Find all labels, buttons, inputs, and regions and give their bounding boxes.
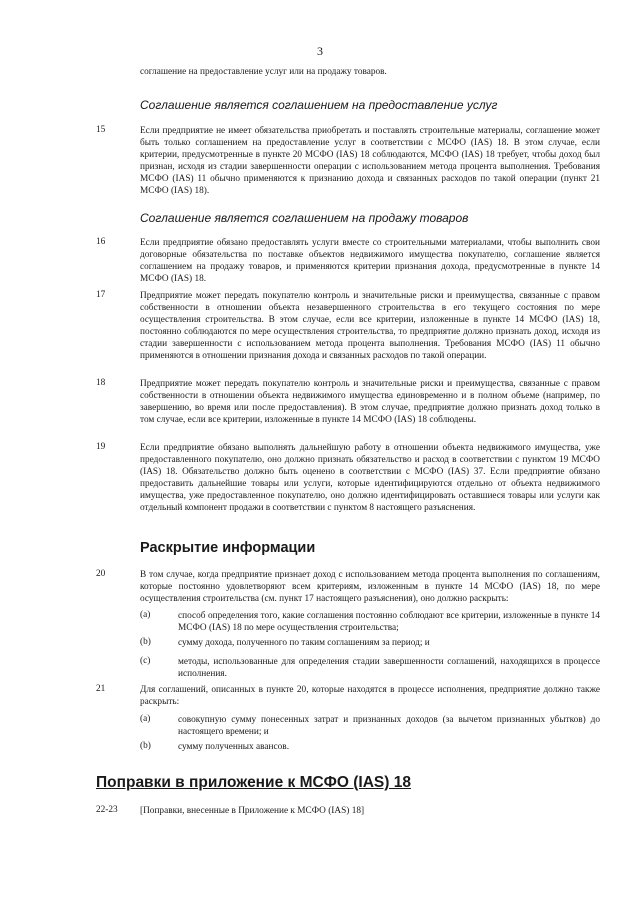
- list-item-text: методы, использованные для определения стадии завершенности соглашений, находящихся в процессе исполнения.: [178, 657, 600, 679]
- paragraph-number-20: 20: [96, 569, 106, 579]
- list-item-text: совокупную сумму понесенных затрат и признанных доходов (за вычетом признанных убытков) до настоящего времени; и: [178, 715, 600, 737]
- paragraph-20: В том случае, когда предприятие признает доход с использованием метода процента выполнения по соглашениям, которые постоянно удовлетворяют всем критериям, изложенным в пункте 14 МСФО (IAS) 18, по мере осуществления строительства (см. пункт 17 настоящего разъяснения), оно должно раскрыть:: [140, 570, 600, 604]
- paragraph-number-18: 18: [96, 378, 106, 388]
- paragraph-number-15: 15: [96, 125, 106, 135]
- list-item-text: сумму дохода, полученного по таким соглашениям за период; и: [178, 638, 430, 648]
- section-heading-disclosure: Раскрытие информации: [140, 540, 316, 556]
- list-item-label: (c): [140, 656, 151, 666]
- section-heading-goods: Соглашение является соглашением на продажу товаров: [140, 211, 469, 225]
- paragraph-number-16: 16: [96, 237, 106, 247]
- list-item-label: (b): [140, 637, 151, 647]
- list-item-label: (a): [140, 610, 151, 620]
- paragraph-number-22-23: 22-23: [96, 805, 118, 815]
- amendments-note: [Поправки, внесенные в Приложение к МСФО (IAS) 18]: [140, 806, 365, 816]
- list-item-text: способ определения того, какие соглашения постоянно соблюдают все критерии, изложенные в пункте 14 МСФО (IAS) 18 по мере осуществления строительства;: [178, 611, 600, 633]
- paragraph-17: Предприятие может передать покупателю контроль и значительные риски и преимущества, связанные с правом собственности в отношении объекта незавершенного строительства в его текущего состояния по мере осуществления строительства. В этом случае, если все критерии, изложенные в пункте 14 МСФО (IAS) 18, постоянно соблюдаются по мере осуществления строительства, то предприятие должно признать доход, исходя из стадии завершенности с использованием метода процента выполнения. Требования МСФО (IAS) 11 обычно применяются в отношении признания дохода и связанных расходов по такой операции.: [140, 291, 600, 361]
- list-item-text: сумму полученных авансов.: [178, 742, 290, 752]
- paragraph-19: Если предприятие обязано выполнять дальнейшую работу в отношении объекта недвижимого имущества, уже предоставленного покупателю, оно должно признать обязательство и расход в соответствии с пунктом 19 МСФО (IAS) 18. Обязательство должно быть оценено в соответствии с МСФО (IAS) 37. Если предприятие обязано предоставить дальнейшие товары или услуги, которые идентифицируются отдельно от объекта недвижимого имущества, уже предоставленное покупателю, оно должно идентифицировать оставшиеся товары или услуги как отдельный компонент продажи в соответствии с пунктом 8 настоящего разъяснения.: [140, 443, 600, 513]
- section-heading-amendments: Поправки в приложение к МСФО (IAS) 18: [96, 774, 411, 791]
- page-number: 3: [317, 44, 323, 58]
- paragraph-number-17: 17: [96, 290, 106, 300]
- paragraph-18: Предприятие может передать покупателю контроль и значительные риски и преимущества, связанные с правом собственности в отношении объекта недвижимого имущества единовременно и в полном объеме (например, по завершению, во время или после предоставления). В этом случае, предприятие должно признать доход только в том случае, если все критерии, изложенные в пункте 14 МСФО (IAS) 18 соблюдены.: [140, 379, 600, 425]
- paragraph-16: Если предприятие обязано предоставлять услуги вместе со строительными материалами, чтобы выполнить свои договорные обязательства по поставке объектов недвижимого имущества покупателю, соглашение является соглашением на продажу товаров, и применяются критерии признания дохода, предусмотренные в пункте 14 МСФО (IAS) 18.: [140, 238, 600, 284]
- intro-text: соглашение на предоставление услуг или на продажу товаров.: [140, 67, 387, 77]
- paragraph-number-19: 19: [96, 442, 106, 452]
- section-heading-services: Соглашение является соглашением на предоставление услуг: [140, 98, 498, 112]
- paragraph-number-21: 21: [96, 684, 106, 694]
- list-item-label: (b): [140, 741, 151, 751]
- paragraph-21: Для соглашений, описанных в пункте 20, которые находятся в процессе исполнения, предприятие должно также раскрыть:: [140, 685, 600, 707]
- paragraph-15: Если предприятие не имеет обязательства приобретать и поставлять строительные материалы, соглашение может быть только соглашением на предоставление услуг в соответствии с МСФО (IAS) 18. В этом случае, если критерии, предусмотренные в пункте 20 МСФО (IAS) 18 соблюдаются, МСФО (IAS) 18 требует, чтобы доход был признан, исходя из стадии завершенности операции с использованием метода процента выполнения. Требования МСФО (IAS) 11 обычно применяются к признанию дохода и связанных расходов по такой операции (пункт 21 МСФО (IAS) 18).: [140, 126, 600, 196]
- list-item-label: (a): [140, 714, 151, 724]
